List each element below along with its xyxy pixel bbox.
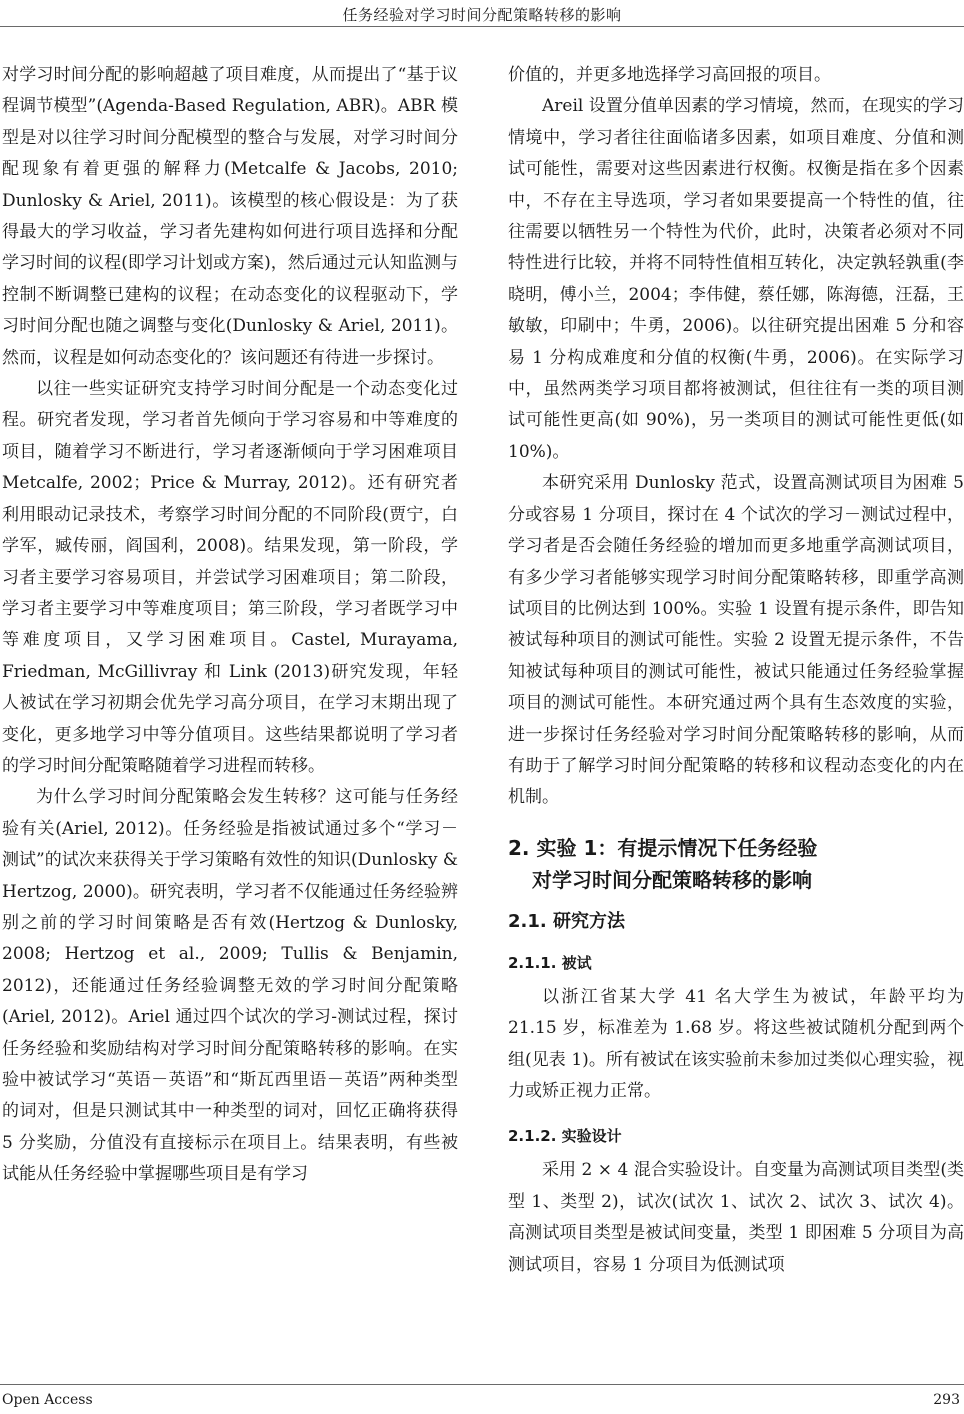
participants-paragraph: 以浙江省某大学 41 名大学生为被试，年龄平均为 21.15 岁，标准差为 1.68 岁。将这些被试随机分配到两个组(见表 1)。所有被试在该实验前未参加过类似心理实验，视力或矫正视力正常。 (508, 986, 964, 1101)
footer-page-number: 293 (933, 1392, 960, 1408)
footer-open-access: Open Access (2, 1392, 93, 1408)
right-continuation: 价值的，并更多地选择学习高回报的项目。 (508, 65, 831, 85)
section-heading (508, 832, 964, 896)
section-heading-line2: 对学习时间分配策略转移的影响 (532, 867, 812, 892)
right-paragraph-2: 本研究采用 Dunlosky 范式，设置高测试项目为困难 5 分或容易 1 分项目，探讨在 4 个试次的学习－测试过程中，学习者是否会随任务经验的增加而更多地重学高测试项目，有多少学习者能够实现学习时间分配策略转移，即重学高测试项目的比例达到 100%。实验 1 设置有提示条件，即告知被试每种项目的测试可能性。实验 2 设置无提示条件，不告知被试每种项目的测试可能性，被试只能通过任务经验掌握项目的测试可能性。本研究通过两个具有生态效度的实验，进一步探讨任务经验对学习时间分配策略转移的影响，从而有助于了解学习时间分配策略的转移和议程动态变化的内在机制。 (508, 473, 964, 808)
section-heading-line1: 2. 实验 1：有提示情况下任务经验 (508, 835, 818, 860)
design-paragraph: 采用 2 × 4 混合实验设计。自变量为高测试项目类型(类型 1、类型 2)，试次(试次 1、试次 2、试次 3、试次 4)。高测试项目类型是被试间变量，类型 1 即困难 5 分项目为高测试项目，容易 1 分项目为低测试项 (508, 1160, 964, 1275)
left-column (2, 60, 458, 1191)
footer-divider (0, 1384, 964, 1385)
header-divider (0, 26, 964, 27)
left-paragraph-2: 以往一些实证研究支持学习时间分配是一个动态变化过程。研究者发现，学习者首先倾向于学习容易和中等难度的项目，随着学习不断进行，学习者逐渐倾向于学习困难项目 Metcalfe, 2002；Price & Murray, 2012)。还有研究者利用眼动记录技术，考察学习时间分配的不同阶段(贾宁，白学军，臧传丽，阎国利，2008)。结果发现，第一阶段，学习者主要学习容易项目，并尝试学习困难项目；第二阶段，学习者主要学习中等难度项目；第三阶段，学习者既学习中等难度项目，又学习困难项目。Castel, Murayama, Friedman, McGillivray 和 Link (2013)研究发现，年轻人被试在学习初期会优先学习高分项目，在学习末期出现了变化，更多地学习中等分值项目。这些结果都说明了学习者的学习时间分配策略随着学习进程而转移。 (2, 379, 458, 776)
right-paragraph-1: Areil 设置分值单因素的学习情境，然而，在现实的学习情境中，学习者往往面临诸多因素，如项目难度、分值和测试可能性，需要对这些因素进行权衡。权衡是指在多个因素中，不存在主导选项，学习者如果要提高一个特性的值，往往需要以牺牲另一个特性为代价，此时，决策者必须对不同特性进行比较，并将不同特性值相互转化，决定孰轻孰重(李晓明，傅小兰，2004；李伟健，蔡任娜，陈海德，汪磊，王敏敏，印刷中；牛勇，2006)。以往研究提出困难 5 分和容易 1 分构成难度和分值的权衡(牛勇，2006)。在实际学习中，虽然两类学习项目都将被测试，但往往有一类的项目测试可能性更高(如 90%)，另一类项目的测试可能性更低(如 10%)。 (508, 96, 964, 462)
left-paragraph-1: 对学习时间分配的影响超越了项目难度，从而提出了“基于议程调节模型”(Agenda-Based Regulation, ABR)。ABR 模型是对以往学习时间分配模型的整合与发展，对学习时间分配现象有着更强的解释力(Metcalfe & Jacobs, 2010; Dunlosky & Ariel, 2011)。该模型的核心假设是：为了获得最大的学习收益，学习者先建构如何进行项目选择和分配学习时间的议程(即学习计划或方案)，然后通过元认知监测与控制不断调整已建构的议程；在动态变化的议程驱动下，学习时间分配也随之调整与变化(Dunlosky & Ariel, 2011)。然而，议程是如何动态变化的？该问题还有待进一步探讨。 (2, 65, 458, 368)
right-column (508, 60, 964, 1281)
subsection-heading: 2.1. 研究方法 (508, 910, 625, 932)
running-header: 任务经验对学习时间分配策略转移的影响 (342, 6, 622, 24)
subsubsection-heading-design: 2.1.2. 实验设计 (508, 1127, 622, 1146)
subsubsection-heading-participants: 2.1.1. 被试 (508, 953, 592, 972)
left-paragraph-3: 为什么学习时间分配策略会发生转移？这可能与任务经验有关(Ariel, 2012)。任务经验是指被试通过多个“学习－测试”的试次来获得关于学习策略有效性的知识(Dunlosky & Hertzog, 2000)。研究表明，学习者不仅能通过任务经验辨别之前的学习时间策略是否有效(Hertzog & Dunlosky, 2008; Hertzog et al., 2009; Tullis & Benjamin, 2012)，还能通过任务经验调整无效的学习时间分配策略(Ariel, 2012)。Ariel 通过四个试次的学习-测试过程，探讨任务经验和奖励结构对学习时间分配策略转移的影响。在实验中被试学习“英语－英语”和“斯瓦西里语－英语”两种类型的词对，但是只测试其中一种类型的词对，回忆正确将获得 5 分奖励，分值没有直接标示在项目上。结果表明，有些被试能从任务经验中掌握哪些项目是有学习 (2, 787, 458, 1185)
